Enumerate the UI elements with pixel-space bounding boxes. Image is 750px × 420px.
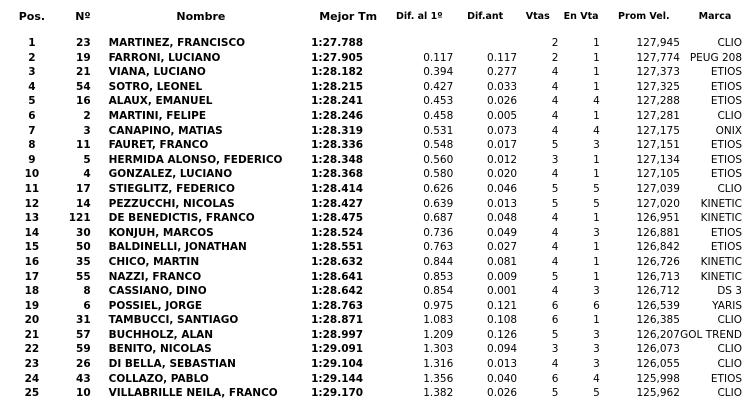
cell-laps: 3	[551, 153, 559, 166]
cell-brand: GOL TREND	[680, 328, 742, 341]
cell-gap-prev: 0.094	[487, 343, 518, 356]
cell-num: 121	[68, 212, 91, 225]
cell-gap-prev: 0.117	[487, 51, 518, 64]
cell-best-time: 1:27.905	[311, 51, 364, 64]
cell-brand: KINETIC	[700, 197, 742, 210]
cell-best-time: 1:28.246	[311, 109, 364, 122]
cell-best-time: 1:28.414	[311, 182, 364, 195]
cell-best-time: 1:28.241	[311, 95, 364, 108]
cell-avg-speed: 126,712	[636, 285, 680, 298]
header-brand: Marca	[698, 11, 732, 22]
cell-gap-first: 0.580	[423, 168, 454, 181]
header-gap-first: Dif. al 1º	[395, 11, 443, 22]
cell-in-lap: 3	[593, 226, 600, 239]
cell-name: FAURET, FRANCO	[108, 139, 209, 152]
cell-laps: 4	[551, 255, 559, 268]
cell-num: 59	[76, 343, 91, 356]
cell-gap-first: 0.687	[423, 212, 454, 225]
cell-in-lap: 1	[593, 270, 600, 283]
cell-in-lap: 1	[593, 168, 600, 181]
cell-num: 8	[83, 285, 91, 298]
table-row	[0, 270, 750, 285]
cell-laps: 3	[551, 343, 559, 356]
cell-laps: 2	[551, 51, 559, 64]
cell-in-lap: 3	[593, 343, 600, 356]
cell-avg-speed: 126,385	[636, 314, 680, 327]
cell-name: SOTRO, LEONEL	[108, 80, 203, 93]
header-num: Nº	[75, 10, 91, 23]
cell-gap-first: 0.453	[423, 95, 454, 108]
table-row	[0, 182, 750, 197]
cell-name: HERMIDA ALONSO, FEDERICO	[108, 153, 283, 166]
cell-in-lap: 5	[593, 197, 600, 210]
cell-pos: 17	[24, 270, 40, 283]
cell-brand: CLIO	[717, 37, 742, 49]
cell-gap-prev: 0.046	[487, 182, 518, 195]
header-gap-prev: Dif.ant	[467, 11, 504, 22]
cell-in-lap: 1	[593, 80, 600, 93]
table-row	[0, 138, 750, 153]
cell-num: 14	[76, 197, 91, 210]
cell-brand: ETIOS	[710, 168, 742, 181]
cell-num: 26	[76, 358, 91, 371]
cell-in-lap: 5	[593, 182, 600, 195]
header-name: Nombre	[176, 10, 226, 23]
cell-in-lap: 1	[593, 255, 600, 268]
cell-name: NAZZI, FRANCO	[108, 270, 202, 283]
cell-laps: 5	[551, 197, 559, 210]
cell-gap-prev: 0.033	[487, 80, 518, 93]
results-body	[0, 36, 750, 401]
cell-gap-first: 1.316	[423, 358, 454, 371]
cell-name: VIANA, LUCIANO	[108, 66, 206, 79]
cell-name: PEZZUCCHI, NICOLAS	[108, 197, 235, 210]
cell-in-lap: 4	[593, 95, 600, 108]
cell-laps: 5	[551, 270, 559, 283]
cell-best-time: 1:27.788	[311, 37, 364, 49]
cell-name: STIEGLITZ, FEDERICO	[108, 182, 235, 195]
cell-gap-prev: 0.040	[487, 372, 518, 385]
cell-name: BENITO, NICOLAS	[108, 343, 212, 356]
table-row	[0, 65, 750, 80]
cell-gap-first: 1.083	[423, 314, 454, 327]
cell-brand: ETIOS	[710, 226, 742, 239]
cell-best-time: 1:29.144	[311, 372, 364, 385]
cell-gap-first: 1.356	[423, 372, 454, 385]
cell-gap-first: 1.382	[423, 387, 454, 400]
cell-name: CASSIANO, DINO	[108, 285, 207, 298]
cell-avg-speed: 127,020	[636, 197, 680, 210]
cell-avg-speed: 127,288	[636, 95, 680, 108]
cell-gap-prev: 0.026	[487, 387, 518, 400]
cell-avg-speed: 127,105	[636, 168, 680, 181]
cell-num: 43	[76, 372, 91, 385]
cell-gap-prev: 0.027	[487, 241, 518, 254]
cell-brand: CLIO	[717, 314, 742, 327]
table-row	[0, 255, 750, 270]
cell-gap-prev	[453, 36, 517, 51]
cell-num: 54	[76, 80, 91, 93]
table-row	[0, 51, 750, 66]
cell-gap-prev: 0.013	[487, 358, 518, 371]
cell-gap-first: 1.303	[423, 343, 454, 356]
cell-avg-speed: 126,539	[636, 299, 680, 312]
cell-gap-prev: 0.048	[487, 212, 518, 225]
cell-in-lap: 1	[593, 314, 600, 327]
header-avg-speed: Prom Vel.	[618, 11, 670, 22]
cell-in-lap: 3	[593, 285, 600, 298]
cell-avg-speed: 125,962	[636, 387, 680, 400]
table-row	[0, 386, 750, 401]
cell-best-time: 1:29.104	[311, 358, 364, 371]
cell-gap-first: 0.548	[423, 139, 454, 152]
cell-best-time: 1:28.871	[311, 314, 364, 327]
cell-best-time: 1:29.091	[311, 343, 364, 356]
cell-num: 19	[76, 51, 91, 64]
cell-best-time: 1:28.427	[311, 197, 364, 210]
cell-avg-speed: 126,726	[636, 255, 680, 268]
cell-num: 2	[83, 109, 91, 122]
cell-brand: CLIO	[717, 182, 742, 195]
cell-gap-prev: 0.121	[487, 299, 518, 312]
cell-laps: 4	[551, 80, 559, 93]
table-row	[0, 109, 750, 124]
cell-gap-first: 0.458	[423, 109, 454, 122]
table-row	[0, 284, 750, 299]
cell-avg-speed: 127,325	[636, 80, 680, 93]
cell-name: ALAUX, EMANUEL	[108, 95, 213, 108]
cell-in-lap: 3	[593, 139, 600, 152]
cell-brand: KINETIC	[700, 270, 742, 283]
cell-gap-first: 0.639	[423, 197, 454, 210]
table-row	[0, 124, 750, 139]
table-row	[0, 313, 750, 328]
cell-pos: 4	[28, 80, 36, 93]
cell-name: GONZALEZ, LUCIANO	[108, 168, 233, 181]
cell-name: KONJUH, MARCOS	[108, 226, 214, 239]
cell-best-time: 1:28.641	[311, 270, 364, 283]
cell-gap-prev: 0.005	[487, 109, 518, 122]
cell-gap-first: 0.117	[423, 51, 454, 64]
cell-num: 55	[76, 270, 91, 283]
cell-name: VILLABRILLE NEILA, FRANCO	[108, 387, 278, 400]
cell-pos: 9	[28, 153, 36, 166]
cell-in-lap: 1	[593, 66, 600, 79]
cell-laps: 2	[551, 37, 559, 49]
cell-num: 6	[83, 299, 91, 312]
cell-laps: 4	[551, 109, 559, 122]
cell-pos: 12	[24, 197, 40, 210]
cell-pos: 7	[28, 124, 36, 137]
cell-best-time: 1:28.551	[311, 241, 364, 254]
cell-avg-speed: 127,039	[636, 182, 680, 195]
cell-in-lap: 1	[593, 37, 600, 49]
cell-in-lap: 1	[593, 153, 600, 166]
cell-best-time: 1:28.182	[311, 66, 364, 79]
cell-pos: 14	[24, 226, 40, 239]
cell-gap-first: 0.427	[423, 80, 454, 93]
cell-gap-first	[385, 36, 453, 51]
cell-pos: 23	[24, 358, 40, 371]
table-row	[0, 357, 750, 372]
cell-num: 30	[76, 226, 91, 239]
cell-gap-first: 0.531	[423, 124, 454, 137]
cell-gap-first: 0.853	[423, 270, 454, 283]
cell-pos: 10	[24, 168, 40, 181]
cell-gap-prev: 0.126	[487, 328, 518, 341]
header-in-lap: En Vta	[563, 11, 599, 22]
cell-num: 23	[76, 37, 91, 49]
cell-name: MARTINI, FELIPE	[108, 109, 207, 122]
cell-in-lap: 6	[593, 299, 600, 312]
cell-in-lap: 1	[593, 212, 600, 225]
cell-laps: 6	[551, 314, 559, 327]
cell-gap-prev: 0.108	[487, 314, 518, 327]
cell-in-lap: 4	[593, 372, 600, 385]
cell-brand: CLIO	[717, 358, 742, 371]
cell-avg-speed: 126,055	[636, 358, 680, 371]
cell-gap-prev: 0.049	[487, 226, 518, 239]
cell-avg-speed: 126,207	[636, 328, 680, 341]
cell-brand: CLIO	[717, 343, 742, 356]
cell-name: DE BENEDICTIS, FRANCO	[108, 212, 255, 225]
cell-in-lap: 1	[593, 241, 600, 254]
cell-pos: 18	[24, 285, 40, 298]
cell-name: DI BELLA, SEBASTIAN	[108, 358, 236, 371]
header-laps: Vtas	[525, 11, 550, 22]
cell-laps: 4	[551, 168, 559, 181]
cell-laps: 4	[551, 95, 559, 108]
cell-pos: 22	[24, 343, 40, 356]
cell-pos: 11	[24, 182, 40, 195]
table-row	[0, 299, 750, 314]
cell-pos: 1	[28, 37, 36, 49]
cell-laps: 5	[551, 387, 559, 400]
cell-num: 16	[76, 95, 91, 108]
cell-pos: 3	[28, 66, 36, 79]
cell-pos: 21	[24, 328, 40, 341]
cell-name: CHICO, MARTIN	[108, 255, 200, 268]
cell-num: 31	[76, 314, 91, 327]
cell-laps: 5	[551, 139, 559, 152]
cell-laps: 4	[551, 358, 559, 371]
cell-name: BALDINELLI, JONATHAN	[108, 241, 247, 254]
cell-laps: 4	[551, 226, 559, 239]
cell-best-time: 1:28.215	[311, 80, 364, 93]
cell-gap-prev: 0.017	[487, 139, 518, 152]
cell-brand: ETIOS	[710, 372, 742, 385]
cell-gap-first: 0.560	[423, 153, 454, 166]
cell-name: POSSIEL, JORGE	[108, 299, 203, 312]
cell-best-time: 1:28.642	[311, 285, 364, 298]
cell-avg-speed: 127,945	[636, 37, 680, 49]
cell-num: 35	[76, 255, 91, 268]
cell-name: FARRONI, LUCIANO	[108, 51, 221, 64]
cell-laps: 6	[551, 372, 559, 385]
cell-in-lap: 1	[593, 51, 600, 64]
cell-avg-speed: 127,774	[636, 51, 680, 64]
cell-in-lap: 4	[593, 124, 600, 137]
cell-brand: PEUG 208	[689, 51, 742, 64]
cell-gap-prev: 0.012	[487, 153, 518, 166]
cell-best-time: 1:28.348	[311, 153, 364, 166]
cell-pos: 5	[28, 95, 36, 108]
cell-brand: ETIOS	[710, 153, 742, 166]
cell-in-lap: 3	[593, 358, 600, 371]
cell-pos: 16	[24, 255, 40, 268]
header-best-time: Mejor Tm	[319, 10, 378, 23]
cell-gap-prev: 0.277	[487, 66, 518, 79]
cell-brand: DS 3	[717, 285, 742, 298]
cell-brand: ETIOS	[710, 66, 742, 79]
cell-gap-prev: 0.009	[487, 270, 518, 283]
cell-pos: 15	[24, 241, 40, 254]
cell-brand: ETIOS	[710, 80, 742, 93]
cell-laps: 5	[551, 328, 559, 341]
cell-gap-prev: 0.020	[487, 168, 518, 181]
cell-gap-first: 0.854	[423, 285, 454, 298]
cell-laps: 6	[551, 299, 559, 312]
cell-best-time: 1:28.997	[311, 328, 364, 341]
table-row	[0, 36, 750, 51]
header-pos: Pos.	[18, 10, 46, 23]
cell-gap-prev: 0.013	[487, 197, 518, 210]
cell-gap-prev: 0.073	[487, 124, 518, 137]
cell-brand: ETIOS	[710, 139, 742, 152]
table-row	[0, 197, 750, 212]
cell-num: 10	[76, 387, 91, 400]
cell-name: MARTINEZ, FRANCISCO	[108, 37, 246, 49]
cell-pos: 19	[24, 299, 40, 312]
cell-in-lap: 5	[593, 387, 600, 400]
cell-brand: ETIOS	[710, 95, 742, 108]
cell-brand: KINETIC	[700, 255, 742, 268]
cell-avg-speed: 126,951	[636, 212, 680, 225]
cell-gap-prev: 0.026	[487, 95, 518, 108]
cell-brand: YARIS	[712, 299, 742, 312]
table-row	[0, 153, 750, 168]
results-table	[0, 2, 750, 401]
table-row	[0, 226, 750, 241]
cell-gap-first: 0.975	[423, 299, 454, 312]
cell-num: 57	[76, 328, 91, 341]
cell-best-time: 1:28.336	[311, 139, 364, 152]
cell-avg-speed: 126,881	[636, 226, 680, 239]
cell-pos: 2	[28, 51, 36, 64]
table-row	[0, 94, 750, 109]
cell-best-time: 1:28.368	[311, 168, 364, 181]
cell-gap-first: 0.763	[423, 241, 454, 254]
cell-num: 21	[76, 66, 91, 79]
cell-laps: 4	[551, 212, 559, 225]
cell-pos: 13	[24, 212, 40, 225]
cell-in-lap: 3	[593, 328, 600, 341]
cell-avg-speed: 127,134	[636, 153, 680, 166]
table-row	[0, 328, 750, 343]
cell-pos: 24	[24, 372, 40, 385]
cell-in-lap: 1	[593, 109, 600, 122]
cell-best-time: 1:28.319	[311, 124, 364, 137]
cell-best-time: 1:28.475	[311, 212, 364, 225]
table-row	[0, 342, 750, 357]
cell-num: 3	[83, 124, 91, 137]
table-row	[0, 240, 750, 255]
table-row	[0, 167, 750, 182]
cell-avg-speed: 125,998	[636, 372, 680, 385]
cell-pos: 8	[28, 139, 36, 152]
cell-avg-speed: 126,842	[636, 241, 680, 254]
cell-num: 4	[83, 168, 91, 181]
cell-num: 50	[76, 241, 91, 254]
cell-num: 5	[83, 153, 91, 166]
cell-avg-speed: 126,073	[636, 343, 680, 356]
cell-avg-speed: 127,373	[636, 66, 680, 79]
cell-laps: 4	[551, 285, 559, 298]
cell-num: 11	[76, 139, 91, 152]
cell-brand: CLIO	[717, 109, 742, 122]
cell-laps: 4	[551, 241, 559, 254]
cell-gap-first: 0.736	[423, 226, 454, 239]
cell-gap-first: 0.626	[423, 182, 454, 195]
cell-laps: 5	[551, 182, 559, 195]
cell-brand: KINETIC	[700, 212, 742, 225]
cell-gap-first: 0.844	[423, 255, 454, 268]
table-row	[0, 211, 750, 226]
cell-pos: 20	[24, 314, 40, 327]
cell-gap-prev: 0.001	[487, 285, 518, 298]
cell-gap-prev: 0.081	[487, 255, 518, 268]
cell-name: BUCHHOLZ, ALAN	[108, 328, 214, 341]
cell-avg-speed: 126,713	[636, 270, 680, 283]
cell-pos: 6	[28, 109, 36, 122]
cell-avg-speed: 127,151	[636, 139, 680, 152]
cell-laps: 4	[551, 66, 559, 79]
cell-brand: ETIOS	[710, 241, 742, 254]
cell-brand: ONIX	[715, 124, 742, 137]
cell-pos: 25	[24, 387, 40, 400]
cell-name: COLLAZO, PABLO	[108, 372, 209, 385]
header-row	[0, 2, 750, 36]
cell-best-time: 1:29.170	[311, 387, 364, 400]
cell-best-time: 1:28.524	[311, 226, 364, 239]
cell-avg-speed: 127,281	[636, 109, 680, 122]
cell-name: CANAPINO, MATIAS	[108, 124, 223, 137]
cell-gap-first: 1.209	[423, 328, 454, 341]
cell-gap-first: 0.394	[423, 66, 454, 79]
cell-avg-speed: 127,175	[636, 124, 680, 137]
cell-best-time: 1:28.763	[311, 299, 364, 312]
cell-name: TAMBUCCI, SANTIAGO	[108, 314, 239, 327]
cell-num: 17	[76, 182, 91, 195]
cell-best-time: 1:28.632	[311, 255, 364, 268]
table-row	[0, 80, 750, 95]
cell-brand: CLIO	[717, 387, 742, 400]
table-row	[0, 372, 750, 387]
cell-laps: 4	[551, 124, 559, 137]
